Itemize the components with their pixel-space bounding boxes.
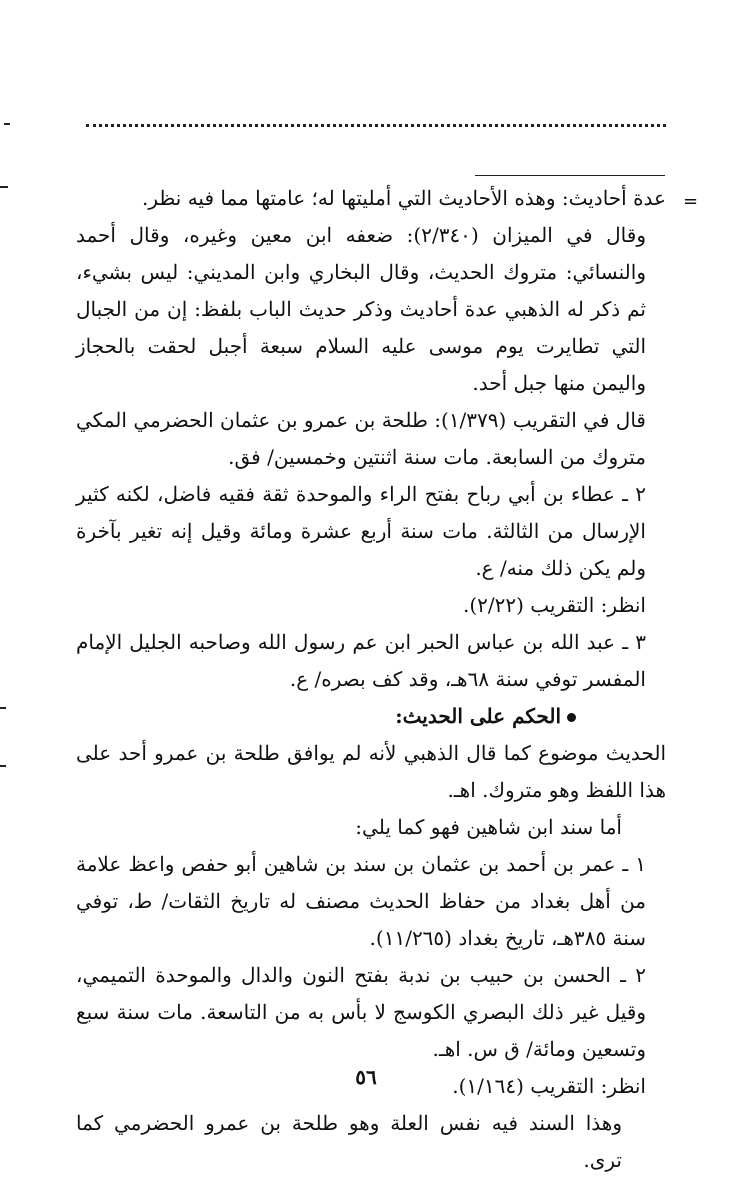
footnote-continuation-marker: =	[683, 191, 699, 212]
paragraph-5: انظر: التقريب (٢/٢٢).	[462, 593, 646, 617]
edge-mark-top-left	[4, 123, 10, 125]
footnote-text	[76, 180, 666, 1179]
paragraph-4: ٢ ـ عطاء بن أبي رباح بفتح الراء والموحدة ثقة فقيه فاضل، لكنه كثير الإرسال من الثالثة. مات سنة أربع عشرة ومائة وقيل إنه تغير بآخرة ولم يكن ذلك منه/ ع.	[76, 482, 646, 580]
edge-mark-left-3	[0, 765, 6, 767]
edge-mark-left-1	[0, 186, 8, 188]
paragraph-8: أما سند ابن شاهين فهو كما يلي:	[355, 815, 622, 839]
paragraph-2: وقال في الميزان (٢/٣٤٠): ضعفه ابن معين وغيره، وقال أحمد والنسائي: متروك الحديث، وقال البخاري وابن المديني: ليس بشيء، ثم ذكر له الذهبي عدة أحاديث وذكر حديث الباب بلفظ: إن من الجبال التي تطايرت يوم موسى عليه السلام سبعة أجبل لحقت بالحجاز واليمن منها جبل أحد.	[76, 223, 646, 395]
section-heading	[76, 698, 666, 735]
paragraph-6: ٣ ـ عبد الله بن عباس الحبر ابن عم رسول الله وصاحبه الجليل الإمام المفسر توفي سنة ٦٨هـ، وقد كف بصره/ ع.	[76, 630, 646, 691]
paragraph-1: عدة أحاديث: وهذه الأحاديث التي أمليتها له؛ عامتها مما فيه نظر.	[141, 186, 666, 210]
footnote-rule	[475, 175, 665, 176]
page-number: ٥٦	[355, 1065, 377, 1089]
paragraph-10: ٢ ـ الحسن بن حبيب بن ندبة بفتح النون والدال والموحدة التميمي، وقيل غير ذلك البصري الكوسج لا بأس به من التاسعة. مات سنة سبع وتسعين ومائة/ ق س. اهـ.	[76, 963, 646, 1061]
paragraph-12: وهذا السند فيه نفس العلة وهو طلحة بن عمرو الحضرمي كما ترى.	[76, 1111, 622, 1172]
paragraph-3: قال في التقريب (١/٣٧٩): طلحة بن عمرو بن عثمان الحضرمي المكي متروك من السابعة. مات سنة اثنتين وخمسين/ فق.	[76, 408, 646, 469]
bullet-icon	[567, 713, 576, 722]
paragraph-9: ١ ـ عمر بن أحمد بن عثمان بن سند بن شاهين أبو حفص واعظ علامة من أهل بغداد من حفاظ الحديث مصنف له تاريخ الثقات/ ط، توفي سنة ٣٨٥هـ، تاريخ بغداد (١١/٢٦٥).	[76, 852, 646, 950]
paragraph-7: الحديث موضوع كما قال الذهبي لأنه لم يوافق طلحة بن عمرو أحد على هذا اللفظ وهو متروك. اهـ.	[76, 741, 666, 802]
paragraph-11: انظر: التقريب (١/١٦٤).	[452, 1074, 646, 1098]
dotted-separator	[86, 124, 666, 127]
edge-mark-left-2	[0, 707, 6, 709]
section-heading-text: الحكم على الحديث:	[395, 704, 561, 728]
